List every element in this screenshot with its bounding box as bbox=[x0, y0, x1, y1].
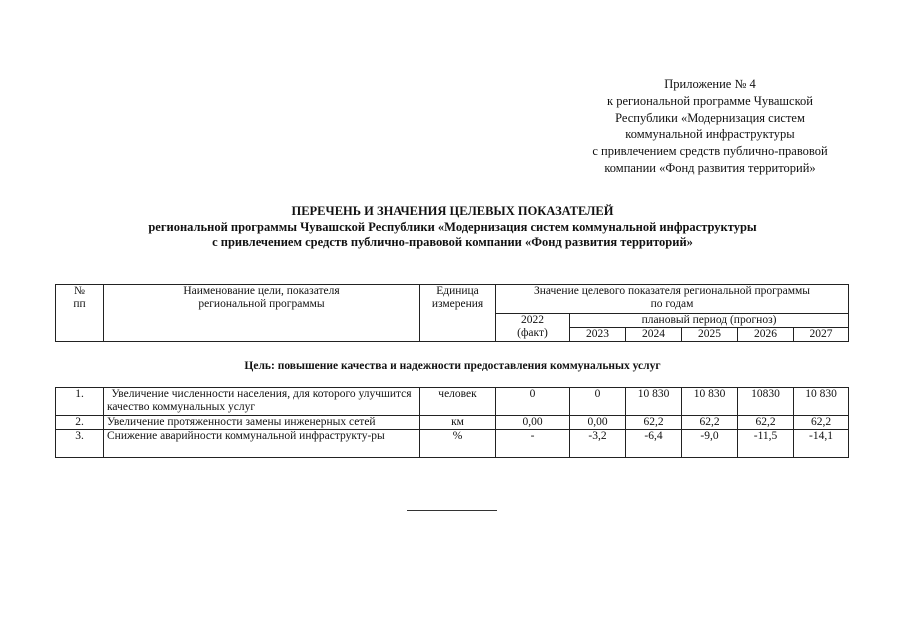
row-value: - bbox=[496, 430, 570, 458]
row-value: 0 bbox=[496, 388, 570, 416]
appendix-header bbox=[560, 76, 860, 177]
header-unit-line: измерения bbox=[431, 298, 484, 310]
row-num: 3. bbox=[56, 430, 104, 458]
table-row bbox=[56, 388, 849, 416]
row-unit: км bbox=[420, 416, 496, 430]
header-name-line: региональной программы bbox=[198, 298, 325, 310]
footer-separator-line bbox=[407, 510, 497, 511]
appendix-line: к региональной программе Чувашской bbox=[607, 93, 813, 108]
header-value-line: Значение целевого показателя региональной программы bbox=[533, 285, 811, 297]
row-value: 0,00 bbox=[570, 416, 626, 430]
row-value: -6,4 bbox=[626, 430, 682, 458]
appendix-line: Республики «Модернизация систем bbox=[615, 110, 805, 125]
row-name: Увеличение протяженности замены инженерных сетей bbox=[104, 416, 420, 430]
header-num-line: пп bbox=[73, 298, 86, 310]
appendix-line: Приложение № 4 bbox=[664, 77, 756, 91]
header-year: 2025 bbox=[682, 328, 738, 342]
row-value: 62,2 bbox=[626, 416, 682, 430]
appendix-line: компании «Фонд развития территорий» bbox=[604, 160, 816, 175]
header-year: 2026 bbox=[738, 328, 794, 342]
row-value: 0,00 bbox=[496, 416, 570, 430]
header-plan: плановый период (прогноз) bbox=[570, 314, 849, 328]
row-value: 10 830 bbox=[682, 388, 738, 416]
header-fact-line: (факт) bbox=[517, 327, 548, 339]
header-fact bbox=[496, 314, 570, 342]
indicators-table-header bbox=[55, 284, 849, 342]
document-title bbox=[0, 204, 905, 251]
title-line: с привлечением средств публично-правовой компании «Фонд развития территорий» bbox=[212, 235, 693, 249]
row-value: 10 830 bbox=[794, 388, 849, 416]
header-year: 2024 bbox=[626, 328, 682, 342]
row-value: 62,2 bbox=[794, 416, 849, 430]
row-num: 2. bbox=[56, 416, 104, 430]
row-name: Снижение аварийности коммунальной инфраструкту-ры bbox=[104, 430, 420, 458]
appendix-line: с привлечением средств публично-правовой bbox=[592, 144, 828, 159]
row-value: 0 bbox=[570, 388, 626, 416]
header-value bbox=[496, 285, 849, 314]
header-name bbox=[104, 285, 420, 342]
row-value: 10 830 bbox=[626, 388, 682, 416]
row-value: -11,5 bbox=[738, 430, 794, 458]
row-unit: человек bbox=[420, 388, 496, 416]
row-value: -3,2 bbox=[570, 430, 626, 458]
table-row bbox=[56, 416, 849, 430]
row-name: Увеличение численности населения, для которого улучшится качество коммунальных услуг bbox=[104, 388, 420, 416]
row-value: -14,1 bbox=[794, 430, 849, 458]
indicators-table-body bbox=[55, 387, 849, 458]
title-line: ПЕРЕЧЕНЬ И ЗНАЧЕНИЯ ЦЕЛЕВЫХ ПОКАЗАТЕЛЕЙ bbox=[291, 204, 614, 218]
goal-heading: Цель: повышение качества и надежности предоставления коммунальных услуг bbox=[244, 360, 661, 372]
row-value: 10830 bbox=[738, 388, 794, 416]
header-unit-line: Единица bbox=[436, 285, 479, 297]
row-value: -9,0 bbox=[682, 430, 738, 458]
header-num-line: № bbox=[74, 285, 85, 297]
row-value: 62,2 bbox=[682, 416, 738, 430]
table-row bbox=[56, 430, 849, 458]
header-fact-line: 2022 bbox=[521, 314, 544, 326]
header-unit bbox=[420, 285, 496, 342]
appendix-line: коммунальной инфраструктуры bbox=[625, 127, 795, 142]
header-year: 2023 bbox=[570, 328, 626, 342]
title-line: региональной программы Чувашской Республики «Модернизация систем коммунальной инфраструктуры bbox=[148, 219, 757, 234]
row-value: 62,2 bbox=[738, 416, 794, 430]
header-year: 2027 bbox=[794, 328, 849, 342]
header-num bbox=[56, 285, 104, 342]
header-name-line: Наименование цели, показателя bbox=[183, 285, 340, 297]
row-num: 1. bbox=[56, 388, 104, 416]
header-value-line: по годам bbox=[650, 298, 694, 310]
row-unit: % bbox=[420, 430, 496, 458]
